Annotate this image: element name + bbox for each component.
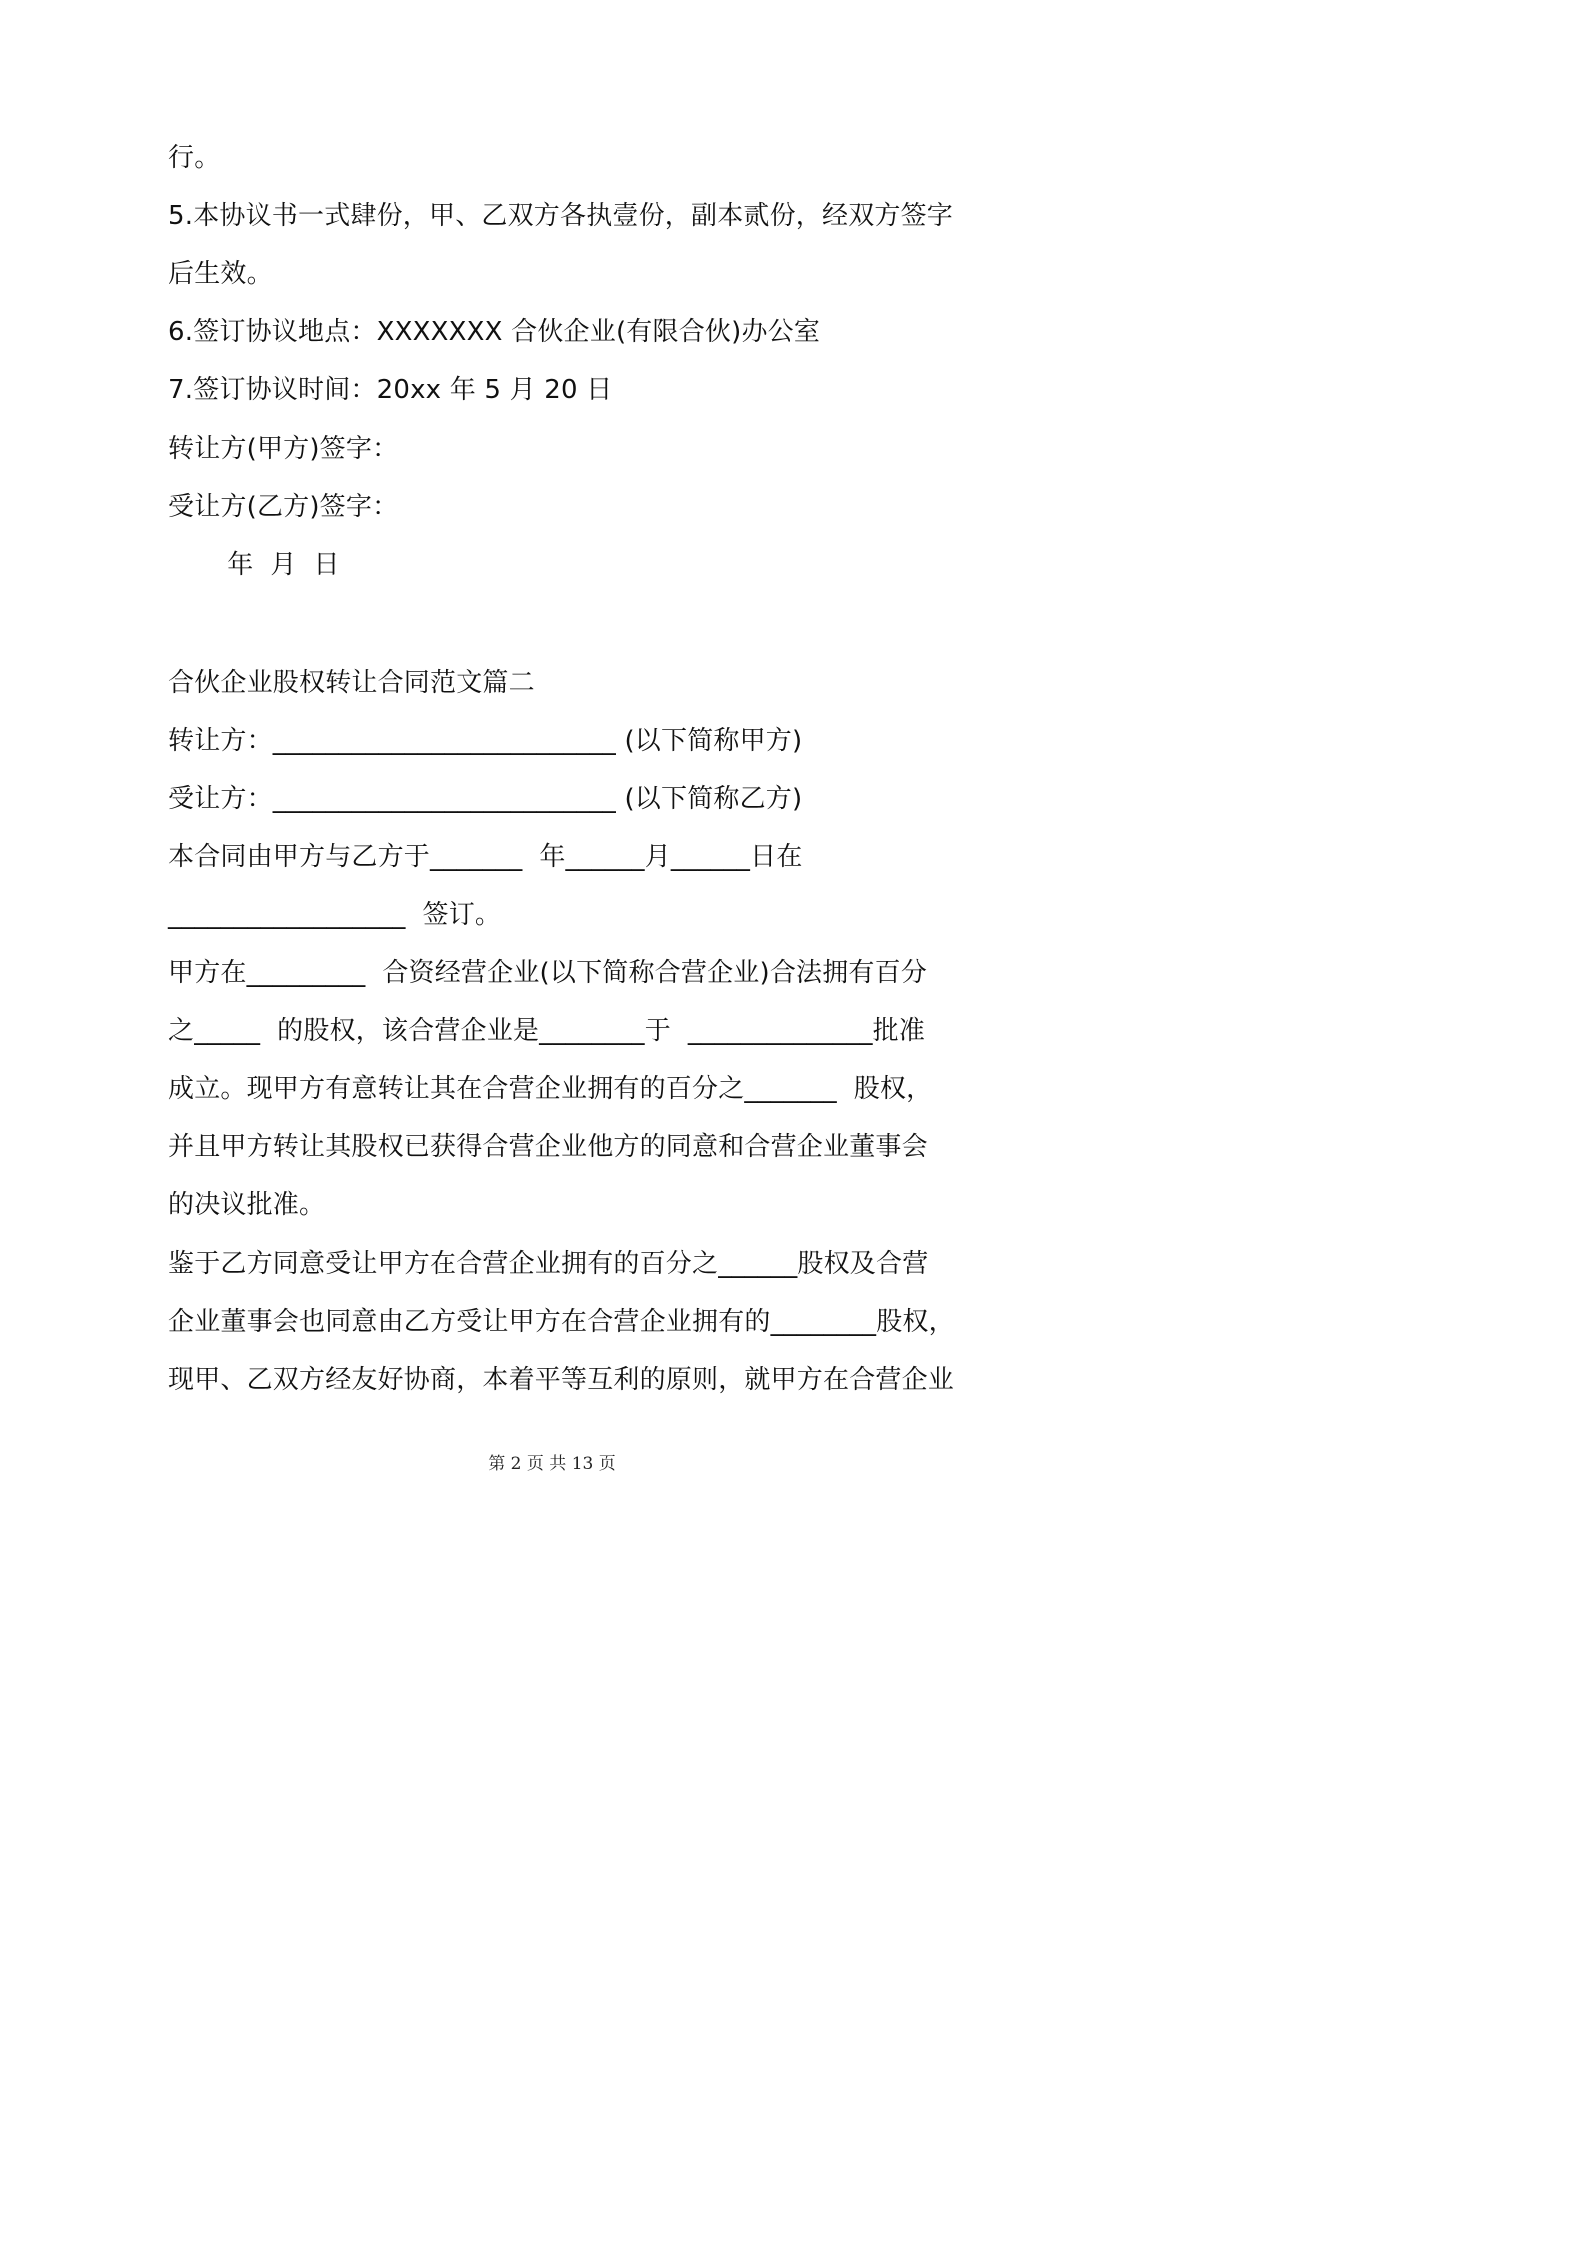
paragraph-line-3: 成立。现甲方有意转让其在合营企业拥有的百分之_______ 股权， [168,1074,933,1104]
transferor-signature-line: 转让方(甲方)签字： [168,434,399,464]
text-line-3: 后生效。 [168,259,273,289]
text-line-2: 5.本协议书一式肆份，甲、乙双方各执壹份，副本贰份，经双方签字 [168,201,954,231]
transferee-signature-line: 受让方(乙方)签字： [168,492,399,522]
paragraph-line-4: 并且甲方转让其股权已获得合营企业他方的同意和合营企业董事会 [168,1132,928,1162]
paragraph-line-6: 鉴于乙方同意受让甲方在合营企业拥有的百分之______股权及合营 [168,1249,929,1279]
paragraph-line-1: 甲方在_________ 合资经营企业(以下简称合营企业)合法拥有百分 [168,958,928,988]
page-number-footer: 第 2 页 共 13 页 [488,1454,616,1474]
transferor-line: 转让方：__________________________ (以下简称甲方) [168,726,803,756]
paragraph-line-7: 企业董事会也同意由乙方受让甲方在合营企业拥有的________股权， [168,1307,955,1337]
paragraph-line-2: 之_____ 的股权，该合营企业是________于 ______________批准 [168,1016,926,1046]
date-placeholder-line: 年 月 日 [168,550,340,580]
paragraph-line-8: 现甲、乙双方经友好协商，本着平等互利的原则，就甲方在合营企业 [168,1365,955,1395]
paragraph-line-5: 的决议批准。 [168,1190,326,1220]
signing-date-line: 7.签订协议时间：20xx 年 5 月 20 日 [168,375,613,405]
transferee-line: 受让方：__________________________ (以下简称乙方) [168,784,803,814]
contract-place-line: __________________ 签订。 [168,900,502,930]
signing-location-line: 6.签订协议地点：XXXXXXX 合伙企业(有限合伙)办公室 [168,317,821,347]
contract-date-line: 本合同由甲方与乙方于_______ 年______月______日在 [168,842,803,872]
section-heading: 合伙企业股权转让合同范文篇二 [168,668,535,698]
document-page [0,0,1104,1561]
text-line-1: 行。 [168,143,221,173]
